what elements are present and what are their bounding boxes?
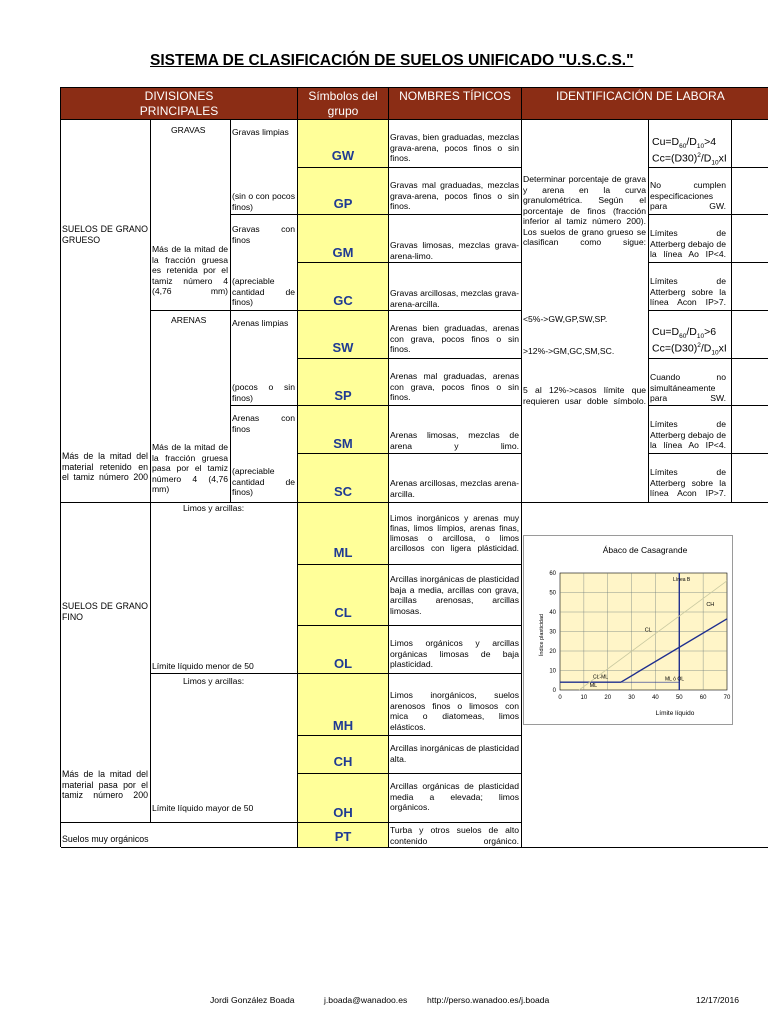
- pocos-sin-finos-label: (pocos o sin finos): [232, 382, 295, 403]
- chart-annotation: ML ó OL: [665, 676, 685, 683]
- x-tick-label: 0: [558, 695, 562, 701]
- name-cell-gw: Gravas, bien graduadas, mezclas grava-arena, pocos finos o sin finos.: [389, 120, 522, 168]
- lab-determinar-text: Determinar porcentaje de grava y arena en la curva granulométrica. Según el porcentaje de finos (fracción inferior al tamiz número 200). Los suelos de grano grueso se clasifican como sigue:: [523, 174, 646, 247]
- page-title: SISTEMA DE CLASIFICACIÓN DE SUELOS UNIFICADO "U.S.C.S.": [150, 52, 634, 69]
- limite-menor-label: Límite líquido menor de 50: [152, 661, 254, 671]
- symbol-ch: CH: [298, 736, 389, 774]
- chart-xlabel: Límite líquido: [655, 710, 695, 717]
- arenas-limpias-label: Arenas limpias: [232, 318, 289, 328]
- gravas-desc: Más de la mitad de la fracción gruesa es retenida por el tamiz número 4 (4,76 mm): [152, 244, 228, 296]
- cc-gravas-formula: $Cc=(D30)^2/D_{10}xI$: [652, 152, 727, 167]
- atterberg-gm-text: Límites de Atterberg debajo de la línea Ao IP<4.: [650, 228, 726, 259]
- name-cell-ol: Limos orgánicos y arcillas orgánicas limosas de baja plasticidad.: [389, 626, 522, 674]
- arenas-con-finos-label: Arenas con finos: [232, 413, 295, 434]
- name-cell-sp: Arenas mal graduadas, arenas con grava, pocos finos o sin finos.: [389, 359, 522, 406]
- lab-menor5-text: <5%->GW,GP,SW,SP.: [523, 314, 608, 324]
- x-tick-label: 70: [723, 695, 731, 701]
- gravas-con-finos-label: Gravas con finos: [232, 224, 295, 245]
- cu-arenas-formula: $Cu=D_{60}/D_{10}>6$: [652, 326, 717, 341]
- chart-annotation: CL-ML: [593, 674, 609, 681]
- limite-mayor-label: Límite líquido mayor de 50: [152, 803, 254, 813]
- limos-label-2: Limos y arcillas:: [183, 676, 245, 686]
- grano-grueso-label: SUELOS DE GRANO GRUESO: [62, 224, 148, 245]
- symbol-gw: GW: [298, 120, 389, 168]
- header-divisiones: DIVISIONES PRINCIPALES: [61, 88, 298, 120]
- name-cell-mh: Limos inorgánicos, suelos arenosos finos o limosos con mica o diatomeas, limos elásticos.: [389, 674, 522, 736]
- y-tick-label: 20: [549, 649, 556, 655]
- y-tick-label: 10: [549, 668, 556, 675]
- name-cell-cl: Arcillas inorgánicas de plasticidad baja a media, arcillas con grava, arcillas arenosas, arcillas limosas.: [389, 565, 522, 626]
- symbol-gm: GM: [298, 215, 389, 263]
- atterberg-sm-text: Límites de Atterberg debajo de la línea Ao IP<4.: [650, 419, 726, 450]
- symbol-cl: CL: [298, 565, 389, 626]
- x-tick-label: 20: [604, 695, 612, 701]
- name-cell-ch: Arcillas inorgánicas de plasticidad alta.: [389, 736, 522, 774]
- y-tick-label: 40: [549, 610, 556, 616]
- sin-pocos-finos-label: (sin o con pocos finos): [232, 191, 295, 212]
- atterberg-gc-text: Límites de Atterberg sobre la línea Acon IP>7.: [650, 276, 726, 307]
- symbol-sm: SM: [298, 406, 389, 454]
- chart-annotation: CL: [644, 627, 652, 634]
- name-cell-oh: Arcillas orgánicas de plasticidad media a elevada; limos orgánicos.: [389, 774, 522, 823]
- apreciable-label-2: (apreciable cantidad de finos): [232, 466, 295, 497]
- name-cell-gc: Gravas arcillosas, mezclas grava-arena-arcilla.: [389, 263, 522, 311]
- chart-annotation: ML: [589, 683, 598, 690]
- gravas-limpias-label: Gravas limpias: [232, 127, 289, 137]
- lab-cinco-doce-text: 5 al 12%->casos límite que requieren usar doble símbolo.: [523, 385, 646, 406]
- no-cumplen-text: No cumplen especificaciones para GW.: [650, 180, 726, 211]
- cell-grano-grueso: [61, 120, 151, 503]
- lab-mayor12-text: >12%->GM,GC,SM,SC.: [523, 346, 615, 356]
- symbol-sw: SW: [298, 311, 389, 359]
- casagrande-chart: [523, 535, 733, 725]
- symbol-ml: ML: [298, 503, 389, 565]
- header-identificacion: IDENTIFICACIÓN DE LABORA: [556, 89, 725, 103]
- chart-ylabel: Índice plasticidad: [539, 613, 545, 657]
- arenas-label: ARENAS: [171, 315, 207, 325]
- chart-title: Ábaco de Casagrande: [602, 545, 688, 555]
- footer-url: http://perso.wanadoo.es/j.boada: [427, 995, 550, 1005]
- grano-fino-label: SUELOS DE GRANO FINO: [62, 601, 148, 622]
- footer-date: 12/17/2016: [696, 995, 740, 1005]
- arenas-desc: Más de la mitad de la fracción gruesa pasa por el tamiz número 4 (4,76 mm): [152, 442, 228, 494]
- x-tick-label: 10: [580, 695, 588, 701]
- header-simbolos: Símbolos del grupo: [298, 88, 389, 120]
- right-edge-line: [731, 120, 732, 503]
- x-tick-label: 40: [652, 695, 659, 701]
- symbol-ol: OL: [298, 626, 389, 674]
- symbol-gc: GC: [298, 263, 389, 311]
- gravas-label: GRAVAS: [171, 125, 206, 135]
- name-cell-ml: Limos inorgánicos y arenas muy finas, limos límpios, arenas finas, limosas o arcillosa, o limos arcillosos con ligera plásticidad.: [389, 503, 522, 565]
- table-header: [61, 88, 768, 120]
- muy-organicos-label: Suelos muy orgánicos: [62, 834, 149, 844]
- symbol-mh: MH: [298, 674, 389, 736]
- symbol-pt: PT: [298, 823, 389, 848]
- x-tick-label: 50: [675, 695, 683, 701]
- y-tick-label: 50: [549, 590, 556, 597]
- cuando-no-text: Cuando no simultáneamente para SW.: [650, 372, 726, 403]
- name-cell-gm: Gravas limosas, mezclas grava-arena-limo.: [389, 215, 522, 263]
- name-cell-pt: Turba y otros suelos de alto contenido orgánico.: [389, 823, 522, 848]
- chart-annotation: CH: [706, 602, 715, 609]
- y-tick-label: 0: [552, 688, 556, 694]
- limos-label-1: Limos y arcillas:: [183, 503, 245, 513]
- atterberg-sc-text: Límites de Atterberg sobre la línea Acon IP>7.: [650, 467, 726, 498]
- symbol-oh: OH: [298, 774, 389, 823]
- plot-area: [549, 571, 731, 701]
- y-tick-label: 60: [549, 571, 556, 577]
- footer-email: j.boada@wanadoo.es: [324, 995, 408, 1005]
- cc-arenas-formula: $Cc=(D30)^2/D_{10}xI$: [652, 342, 727, 357]
- x-tick-label: 30: [628, 695, 635, 701]
- name-cell-sc: Arenas arcillosas, mezclas arena-arcilla.: [389, 454, 522, 503]
- apreciable-label-1: (apreciable cantidad de finos): [232, 276, 295, 307]
- name-cell-sw: Arenas bien graduadas, arenas con grava, pocos finos o sin finos.: [389, 311, 522, 359]
- symbol-gp: GP: [298, 168, 389, 215]
- uscs-table: [60, 87, 768, 847]
- mitad-retenido-label: Más de la mitad del material retenido en el tamiz número 200: [62, 451, 148, 482]
- cell-limos-2: [151, 674, 298, 823]
- cell-limos-1: [151, 503, 298, 674]
- y-tick-label: 30: [549, 629, 556, 636]
- mitad-pasa-label: Más de la mitad del material pasa por el tamiz número 200: [62, 769, 148, 800]
- name-cell-gp: Gravas mal graduadas, mezclas grava-arena, pocos finos o sin finos.: [389, 168, 522, 215]
- symbol-sc: SC: [298, 454, 389, 503]
- name-cell-sm: Arenas limosas, mezclas de arena y limo.: [389, 406, 522, 454]
- chart-annotation: Línea B: [673, 576, 691, 583]
- x-tick-label: 60: [699, 695, 707, 701]
- symbol-sp: SP: [298, 359, 389, 406]
- header-nombres: NOMBRES TÍPICOS: [389, 88, 522, 120]
- footer-author: Jordi González Boada: [210, 995, 295, 1005]
- cu-gravas-formula: $Cu=D_{60}/D_{10}>4$: [652, 136, 717, 151]
